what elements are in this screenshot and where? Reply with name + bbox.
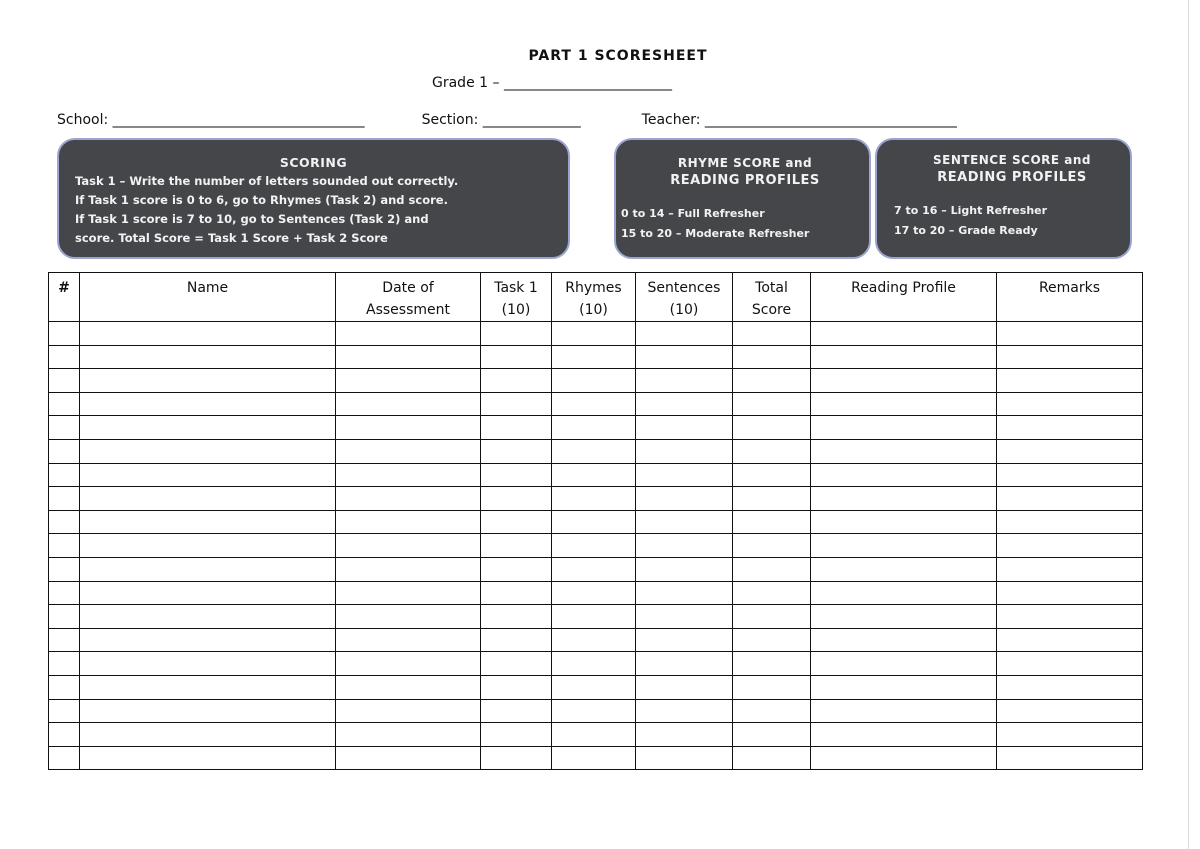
table-cell[interactable]: [636, 746, 733, 770]
col-remarks-header: Remarks: [997, 273, 1143, 322]
table-cell[interactable]: [636, 628, 733, 652]
table-cell[interactable]: [80, 652, 336, 676]
table-cell[interactable]: [481, 652, 552, 676]
table-cell[interactable]: [552, 463, 636, 487]
table-cell[interactable]: [997, 675, 1143, 699]
table-cell[interactable]: [49, 487, 80, 511]
table-cell[interactable]: [733, 557, 811, 581]
table-cell[interactable]: [636, 699, 733, 723]
table-row: [49, 581, 1143, 605]
table-cell[interactable]: [80, 369, 336, 393]
table-cell[interactable]: [80, 345, 336, 369]
table-cell[interactable]: [733, 510, 811, 534]
sentence-heading: SENTENCE SCORE and: [933, 153, 1091, 167]
table-cell[interactable]: [636, 322, 733, 346]
table-cell[interactable]: [733, 345, 811, 369]
col-date-header-line: Date of: [382, 280, 434, 296]
col-task1-header-line: Task 1: [494, 280, 538, 296]
table-cell[interactable]: [636, 581, 733, 605]
table-cell[interactable]: [481, 463, 552, 487]
table-cell[interactable]: [336, 322, 481, 346]
table-cell[interactable]: [336, 581, 481, 605]
table-cell[interactable]: [636, 557, 733, 581]
teacher-field[interactable]: Teacher: ____________________________________: [641, 112, 957, 128]
table-cell[interactable]: [80, 322, 336, 346]
table-cell[interactable]: [997, 322, 1143, 346]
table-cell[interactable]: [552, 322, 636, 346]
table-cell[interactable]: [997, 723, 1143, 747]
table-cell[interactable]: [997, 345, 1143, 369]
col-sentences-header: [636, 273, 733, 322]
table-row: [49, 439, 1143, 463]
table-header-row: [49, 273, 1143, 322]
table-cell[interactable]: [481, 510, 552, 534]
table-cell[interactable]: [811, 675, 997, 699]
table-cell[interactable]: [49, 534, 80, 558]
table-cell[interactable]: [636, 605, 733, 629]
table-cell[interactable]: [733, 675, 811, 699]
scoring-line: If Task 1 score is 7 to 10, go to Sentences (Task 2) and: [75, 212, 429, 226]
scoring-heading: SCORING: [279, 155, 348, 170]
page-title: PART 1 SCORESHEET: [528, 48, 708, 64]
table-cell[interactable]: [481, 392, 552, 416]
table-cell[interactable]: [49, 322, 80, 346]
table-cell[interactable]: [997, 557, 1143, 581]
table-cell[interactable]: [336, 439, 481, 463]
table-cell[interactable]: [336, 392, 481, 416]
table-cell[interactable]: [481, 723, 552, 747]
table-cell[interactable]: [552, 439, 636, 463]
table-row: [49, 369, 1143, 393]
table-cell[interactable]: [636, 487, 733, 511]
sentence-heading-sub: READING PROFILES: [937, 170, 1087, 185]
table-cell[interactable]: [481, 534, 552, 558]
table-cell[interactable]: [552, 652, 636, 676]
table-cell[interactable]: [997, 439, 1143, 463]
col-total-header: [733, 273, 811, 322]
rhyme-line: 0 to 14 – Full Refresher: [621, 207, 765, 220]
sentence-line: 17 to 20 – Grade Ready: [894, 224, 1038, 237]
table-cell[interactable]: [733, 439, 811, 463]
table-cell[interactable]: [733, 628, 811, 652]
col-sentences-header-line: Sentences: [647, 280, 721, 296]
table-cell[interactable]: [49, 652, 80, 676]
table-cell[interactable]: [336, 652, 481, 676]
table-cell[interactable]: [997, 699, 1143, 723]
table-cell[interactable]: [733, 605, 811, 629]
table-cell[interactable]: [481, 628, 552, 652]
table-cell[interactable]: [336, 369, 481, 393]
table-cell[interactable]: [49, 746, 80, 770]
table-cell[interactable]: [811, 628, 997, 652]
table-cell[interactable]: [811, 322, 997, 346]
col-profile-header: Reading Profile: [811, 273, 997, 322]
table-cell[interactable]: [552, 416, 636, 440]
scoring-line: If Task 1 score is 0 to 6, go to Rhymes (Task 2) and score.: [75, 193, 448, 207]
table-body: [49, 322, 1143, 770]
table-row: [49, 416, 1143, 440]
col-number-header: #: [49, 273, 80, 322]
table-cell[interactable]: [733, 463, 811, 487]
school-field[interactable]: School: ____________________________________: [57, 112, 365, 128]
col-sentences-header-line: (10): [669, 302, 699, 318]
page-edge: [1188, 0, 1189, 849]
col-total-header-line: Score: [751, 302, 792, 318]
table-cell[interactable]: [636, 652, 733, 676]
table-cell[interactable]: [552, 628, 636, 652]
table-cell[interactable]: [49, 416, 80, 440]
scoring-line: Task 1 – Write the number of letters sounded out correctly.: [75, 174, 459, 188]
table-cell[interactable]: [636, 392, 733, 416]
table-cell[interactable]: [80, 746, 336, 770]
table-cell[interactable]: [552, 534, 636, 558]
table-cell[interactable]: [80, 675, 336, 699]
table-cell[interactable]: [733, 746, 811, 770]
scoring-line: score. Total Score = Task 1 Score + Task 2 Score: [75, 231, 388, 245]
score-table: [48, 272, 1143, 770]
table-cell[interactable]: [336, 628, 481, 652]
table-cell[interactable]: [552, 605, 636, 629]
table-cell[interactable]: [336, 723, 481, 747]
col-date-header: [336, 273, 481, 322]
table-cell[interactable]: [336, 605, 481, 629]
table-cell[interactable]: [336, 534, 481, 558]
table-cell[interactable]: [336, 345, 481, 369]
table-cell[interactable]: [811, 534, 997, 558]
table-row: [49, 510, 1143, 534]
col-task1-header-line: (10): [501, 302, 531, 318]
table-cell[interactable]: [80, 723, 336, 747]
table-cell[interactable]: [733, 416, 811, 440]
table-cell[interactable]: [481, 675, 552, 699]
table-cell[interactable]: [552, 723, 636, 747]
table-cell[interactable]: [733, 487, 811, 511]
table-cell[interactable]: [481, 605, 552, 629]
table-cell[interactable]: [811, 581, 997, 605]
table-cell[interactable]: [80, 510, 336, 534]
sentence-line: 7 to 16 – Light Refresher: [894, 204, 1048, 217]
rhyme-score-box: [614, 138, 871, 259]
table-cell[interactable]: [811, 392, 997, 416]
table-cell[interactable]: [636, 510, 733, 534]
table-cell[interactable]: [336, 416, 481, 440]
table-cell[interactable]: [49, 723, 80, 747]
table-row: [49, 392, 1143, 416]
table-cell[interactable]: [80, 534, 336, 558]
table-cell[interactable]: [997, 652, 1143, 676]
table-cell[interactable]: [733, 322, 811, 346]
table-row: [49, 699, 1143, 723]
table-cell[interactable]: [481, 557, 552, 581]
table-cell[interactable]: [80, 557, 336, 581]
table-cell[interactable]: [481, 487, 552, 511]
table-cell[interactable]: [80, 487, 336, 511]
info-fields: [57, 112, 957, 128]
table-cell[interactable]: [481, 439, 552, 463]
table-cell[interactable]: [80, 628, 336, 652]
table-cell[interactable]: [811, 510, 997, 534]
table-cell[interactable]: [811, 463, 997, 487]
scoring-box: [57, 138, 570, 259]
table-cell[interactable]: [481, 581, 552, 605]
table-cell[interactable]: [552, 510, 636, 534]
table-row: [49, 605, 1143, 629]
rhyme-line: 15 to 20 – Moderate Refresher: [621, 227, 810, 240]
table-cell[interactable]: [80, 699, 336, 723]
table-cell[interactable]: [811, 652, 997, 676]
table-cell[interactable]: [80, 439, 336, 463]
table-cell[interactable]: [481, 322, 552, 346]
table-cell[interactable]: [811, 699, 997, 723]
table-cell[interactable]: [733, 723, 811, 747]
table-cell[interactable]: [552, 581, 636, 605]
table-cell[interactable]: [552, 746, 636, 770]
rhyme-heading: RHYME SCORE and: [677, 156, 813, 170]
table-cell[interactable]: [80, 605, 336, 629]
table-cell[interactable]: [733, 392, 811, 416]
table-cell[interactable]: [80, 392, 336, 416]
col-name-header: Name: [80, 273, 336, 322]
table-cell[interactable]: [636, 534, 733, 558]
col-rhymes-header-line: Rhymes: [565, 280, 622, 296]
table-cell[interactable]: [481, 699, 552, 723]
table-row: [49, 322, 1143, 346]
table-cell[interactable]: [49, 557, 80, 581]
table-cell[interactable]: [80, 416, 336, 440]
table-cell[interactable]: [733, 699, 811, 723]
table-cell[interactable]: [49, 628, 80, 652]
table-cell[interactable]: [997, 581, 1143, 605]
table-cell[interactable]: [336, 463, 481, 487]
table-cell[interactable]: [636, 675, 733, 699]
table-row: [49, 723, 1143, 747]
table-cell[interactable]: [49, 510, 80, 534]
table-cell[interactable]: [811, 439, 997, 463]
table-cell[interactable]: [811, 557, 997, 581]
table-cell[interactable]: [49, 439, 80, 463]
table-cell[interactable]: [552, 392, 636, 416]
table-cell[interactable]: [336, 487, 481, 511]
table-cell[interactable]: [481, 369, 552, 393]
table-cell[interactable]: [49, 675, 80, 699]
table-cell[interactable]: [49, 605, 80, 629]
table-cell[interactable]: [336, 510, 481, 534]
table-row: [49, 652, 1143, 676]
table-cell[interactable]: [552, 675, 636, 699]
table-row: [49, 534, 1143, 558]
table-cell[interactable]: [811, 369, 997, 393]
table-row: [49, 557, 1143, 581]
col-total-header-line: Total: [755, 280, 788, 296]
table-cell[interactable]: [733, 652, 811, 676]
table-row: [49, 487, 1143, 511]
rhyme-heading-sub: READING PROFILES: [670, 173, 820, 188]
table-cell[interactable]: [552, 557, 636, 581]
rhyme-profile-lines: [621, 204, 869, 244]
table-cell[interactable]: [49, 392, 80, 416]
table-cell[interactable]: [49, 581, 80, 605]
table-cell[interactable]: [811, 746, 997, 770]
sentence-profile-lines: [894, 201, 1130, 241]
table-cell[interactable]: [636, 345, 733, 369]
table-row: [49, 463, 1143, 487]
table-cell[interactable]: [636, 723, 733, 747]
table-cell[interactable]: [636, 416, 733, 440]
table-cell[interactable]: [733, 369, 811, 393]
table-row: [49, 675, 1143, 699]
table-row: [49, 345, 1143, 369]
table-row: [49, 746, 1143, 770]
col-rhymes-header: [552, 273, 636, 322]
table-cell[interactable]: [552, 369, 636, 393]
table-cell[interactable]: [811, 605, 997, 629]
table-row: [49, 628, 1143, 652]
table-cell[interactable]: [997, 369, 1143, 393]
table-cell[interactable]: [336, 699, 481, 723]
table-cell[interactable]: [997, 392, 1143, 416]
table-cell[interactable]: [997, 605, 1143, 629]
table-cell[interactable]: [80, 463, 336, 487]
table-cell[interactable]: [80, 581, 336, 605]
table-cell[interactable]: [997, 510, 1143, 534]
table-cell[interactable]: [481, 416, 552, 440]
section-field[interactable]: Section: ______________: [421, 112, 581, 128]
table-cell[interactable]: [997, 463, 1143, 487]
table-cell[interactable]: [552, 699, 636, 723]
table-cell[interactable]: [49, 699, 80, 723]
grade-field[interactable]: Grade 1 – ________________________: [432, 75, 672, 91]
table-cell[interactable]: [997, 534, 1143, 558]
table-cell[interactable]: [336, 746, 481, 770]
table-cell[interactable]: [481, 345, 552, 369]
table-cell[interactable]: [997, 628, 1143, 652]
table-cell[interactable]: [811, 416, 997, 440]
table-cell[interactable]: [49, 369, 80, 393]
table-cell[interactable]: [336, 675, 481, 699]
table-cell[interactable]: [997, 746, 1143, 770]
table-cell[interactable]: [481, 746, 552, 770]
table-cell[interactable]: [336, 557, 481, 581]
col-task1-header: [481, 273, 552, 322]
table-cell[interactable]: [49, 463, 80, 487]
table-cell[interactable]: [636, 439, 733, 463]
col-date-header-line: Assessment: [366, 302, 450, 318]
table-cell[interactable]: [49, 345, 80, 369]
sentence-score-box: [875, 138, 1132, 259]
table-cell[interactable]: [997, 416, 1143, 440]
col-rhymes-header-line: (10): [579, 302, 608, 318]
table-cell[interactable]: [811, 723, 997, 747]
table-cell[interactable]: [733, 534, 811, 558]
table-cell[interactable]: [636, 369, 733, 393]
table-cell[interactable]: [733, 581, 811, 605]
table-cell[interactable]: [636, 463, 733, 487]
table-cell[interactable]: [997, 487, 1143, 511]
table-cell[interactable]: [811, 487, 997, 511]
table-cell[interactable]: [552, 487, 636, 511]
table-cell[interactable]: [552, 345, 636, 369]
table-cell[interactable]: [811, 345, 997, 369]
